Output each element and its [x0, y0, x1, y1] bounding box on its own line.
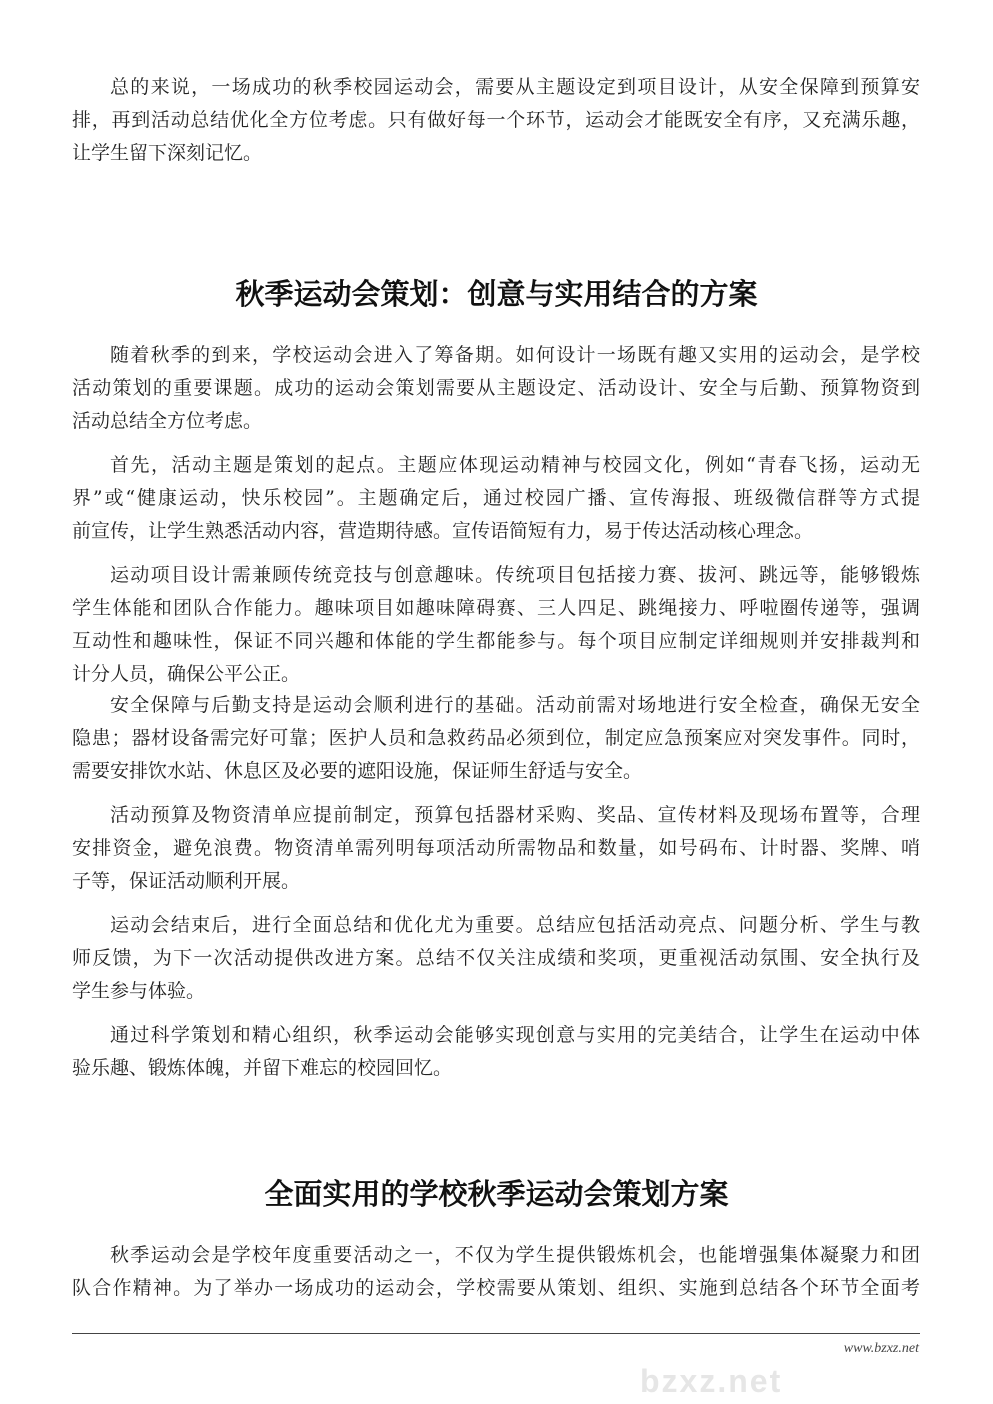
- text-line: 计分人员，确保公平公正。: [72, 663, 301, 685]
- text-line: 让学生留下深刻记忆。: [72, 142, 263, 164]
- paragraph: [72, 339, 920, 438]
- footer-url: www.bzxz.net: [843, 1341, 919, 1356]
- text-line: 活动总结全方位考虑。: [72, 410, 263, 432]
- text-line: 隐患；器材设备需完好可靠；医护人员和急救药品必须到位，制定应急预案应对突发事件。同时，: [72, 727, 920, 749]
- text-line: 师反馈，为下一次活动提供改进方案。总结不仅关注成绩和奖项，更重视活动氛围、安全执行及: [72, 947, 920, 969]
- text-line: 活动策划的重要课题。成功的运动会策划需要从主题设定、活动设计、安全与后勤、预算物资到: [72, 377, 920, 399]
- text-line: 需要安排饮水站、休息区及必要的遮阳设施，保证师生舒适与安全。: [72, 760, 643, 782]
- text-line: 安全保障与后勤支持是运动会顺利进行的基础。活动前需对场地进行安全检查，确保无安全: [110, 694, 920, 716]
- text-line: 活动预算及物资清单应提前制定，预算包括器材采购、奖品、宣传材料及现场布置等，合理: [110, 804, 920, 826]
- section-heading: 秋季运动会策划：创意与实用结合的方案: [235, 277, 758, 311]
- text-line: 排，再到活动总结优化全方位考虑。只有做好每一个环节，运动会才能既安全有序，又充满乐趣，: [72, 109, 920, 131]
- section-heading: 全面实用的学校秋季运动会策划方案: [264, 1177, 729, 1211]
- text-line: 秋季运动会是学校年度重要活动之一，不仅为学生提供锻炼机会，也能增强集体凝聚力和团: [110, 1244, 920, 1266]
- paragraph: [72, 1019, 920, 1085]
- text-line: 学生参与体验。: [72, 980, 206, 1002]
- paragraph: [72, 71, 920, 170]
- text-line: 界”或“健康运动，快乐校园”。主题确定后，通过校园广播、宣传海报、班级微信群等方式提: [72, 487, 920, 509]
- watermark: bzxz.net: [640, 1363, 783, 1399]
- text-line: 运动会结束后，进行全面总结和优化尤为重要。总结应包括活动亮点、问题分析、学生与教: [110, 914, 920, 936]
- text-line: 前宣传，让学生熟悉活动内容，营造期待感。宣传语简短有力，易于传达活动核心理念。: [72, 520, 814, 542]
- paragraph: [72, 1239, 920, 1305]
- text-line: 通过科学策划和精心组织，秋季运动会能够实现创意与实用的完美结合，让学生在运动中体: [110, 1024, 920, 1046]
- paragraph: [72, 449, 920, 548]
- text-line: 运动项目设计需兼顾传统竞技与创意趣味。传统项目包括接力赛、拔河、跳远等，能够锻炼: [110, 564, 920, 586]
- text-line: 互动性和趣味性，保证不同兴趣和体能的学生都能参与。每个项目应制定详细规则并安排裁判和: [72, 630, 920, 652]
- text-line: 学生体能和团队合作能力。趣味项目如趣味障碍赛、三人四足、跳绳接力、呼啦圈传递等，强调: [72, 597, 920, 619]
- footer-divider: [72, 1333, 920, 1334]
- text-line: 队合作精神。为了举办一场成功的运动会，学校需要从策划、组织、实施到总结各个环节全面考: [72, 1277, 920, 1299]
- text-line: 随着秋季的到来，学校运动会进入了筹备期。如何设计一场既有趣又实用的运动会，是学校: [110, 344, 920, 366]
- paragraph: [72, 689, 920, 788]
- text-line: 子等，保证活动顺利开展。: [72, 870, 301, 892]
- paragraph: [72, 799, 920, 898]
- text-line: 总的来说，一场成功的秋季校园运动会，需要从主题设定到项目设计，从安全保障到预算安: [110, 76, 920, 98]
- text-line: 首先，活动主题是策划的起点。主题应体现运动精神与校园文化，例如“青春飞扬，运动无: [110, 454, 920, 476]
- paragraph: [72, 559, 920, 691]
- text-line: 验乐趣、锻炼体魄，并留下难忘的校园回忆。: [72, 1057, 453, 1079]
- paragraph: [72, 909, 920, 1008]
- text-line: 安排资金，避免浪费。物资清单需列明每项活动所需物品和数量，如号码布、计时器、奖牌、哨: [72, 837, 920, 859]
